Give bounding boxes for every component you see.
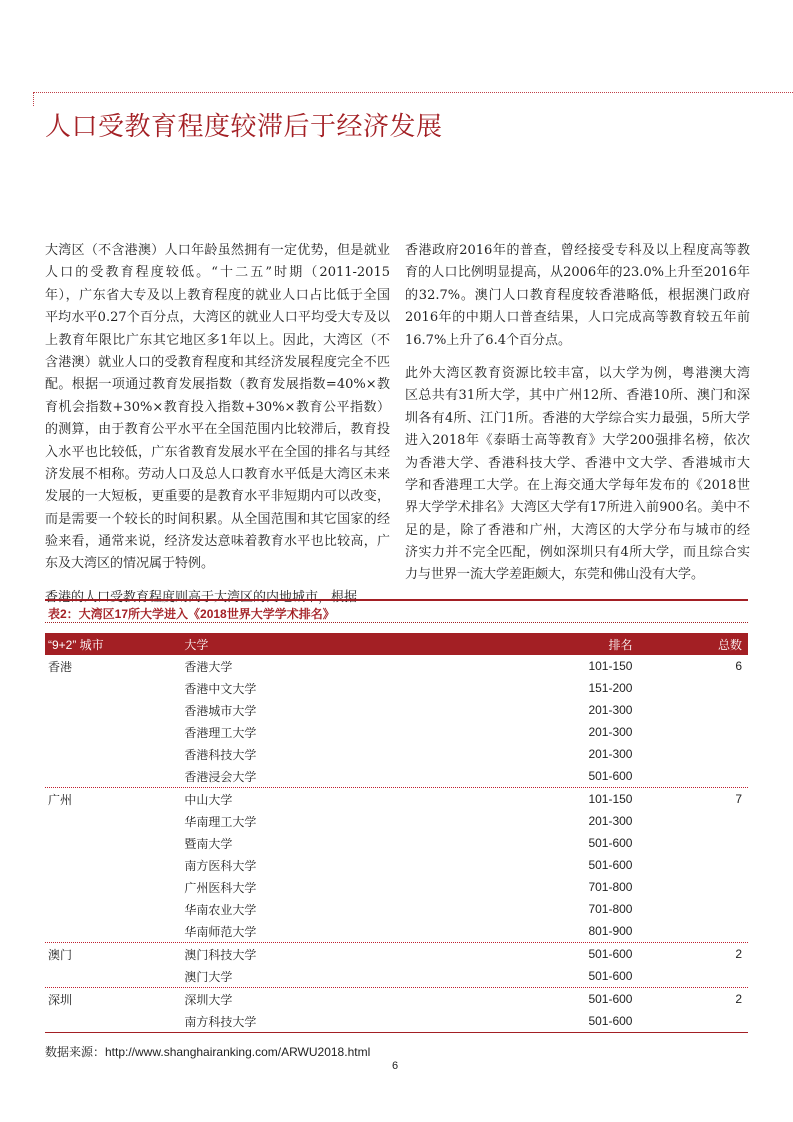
university-cell: 南方科技大学 (184, 1014, 257, 1029)
text-line: 香港政府2016年的普查，曾经接受专科及以上程度高等教 (405, 243, 750, 258)
city-group (45, 943, 748, 988)
rank-cell: 701-800 (588, 902, 633, 916)
university-cell: 香港理工大学 (184, 725, 257, 740)
text-line: 的测算，由于教育公平水平在全国范围内比较滞后，教育投 (45, 422, 390, 438)
table-row (45, 876, 748, 898)
text-line: 发展的一大短板，更重要的是教育水平非短期内可以改变， (45, 489, 390, 505)
total-cell: 2 (735, 992, 743, 1006)
table-row (45, 810, 748, 832)
rank-cell: 501-600 (588, 769, 633, 783)
university-cell: 华南农业大学 (184, 902, 257, 917)
text-line: 济实力并不完全匹配，例如深圳只有4所大学，而且综合实 (405, 545, 750, 561)
university-cell: 中山大学 (184, 792, 233, 807)
table-body (45, 655, 748, 1033)
section-title: 人口受教育程度较滞后于经济发展 (45, 112, 443, 142)
table-caption: 表2：大湾区17所大学进入《2018世界大学学术排名》 (45, 601, 748, 623)
table-row (45, 677, 748, 699)
text-line: 香港的人口受教育程度则高于大湾区的内地城市，根据 (45, 589, 358, 605)
table-row (45, 1010, 748, 1032)
text-line: 的32.7%。澳门人口教育程度较香港略低，根据澳门政府 (405, 287, 750, 303)
university-cell: 澳门科技大学 (184, 947, 257, 962)
text-line: 入水平也比较低，广东省教育发展水平在全国的排名与其经 (45, 444, 390, 460)
header-university: 大学 (184, 637, 209, 652)
university-cell: 广州医科大学 (184, 880, 257, 895)
text-line: 2016年的中期人口普查结果，人口完成高等教育较五年前 (405, 310, 750, 326)
city-group (45, 655, 748, 788)
table-row (45, 898, 748, 920)
rank-cell: 151-200 (588, 681, 633, 695)
text-line: 16.7%上升了6.4个百分点。 (405, 332, 571, 348)
city-cell: 澳门 (48, 947, 73, 962)
text-line: 育的人口比例明显提高，从2006年的23.0%上升至2016年 (405, 265, 750, 281)
table-row (45, 765, 748, 787)
text-line: 配。根据一项通过教育发展指数（教育发展指数=40%×教 (45, 377, 390, 393)
header-rank: 排名 (608, 637, 633, 652)
text-line: 进入2018年《泰晤士高等教育》大学200强排名榜，依次 (405, 433, 750, 449)
rank-cell: 501-600 (588, 1014, 633, 1028)
page-number: 6 (392, 1060, 399, 1072)
city-group (45, 988, 748, 1033)
text-line: 力与世界一流大学差距颇大，东莞和佛山没有大学。 (405, 567, 705, 583)
rank-cell: 201-300 (588, 703, 633, 717)
rank-cell: 501-600 (588, 969, 633, 983)
table-row (45, 699, 748, 721)
rank-cell: 701-800 (588, 880, 633, 894)
university-cell: 香港大学 (184, 659, 233, 674)
table-row (45, 743, 748, 765)
university-cell: 华南师范大学 (184, 924, 257, 939)
total-cell: 2 (735, 947, 743, 961)
rank-cell: 501-600 (588, 858, 633, 872)
table-row (45, 854, 748, 876)
university-ranking-table (45, 599, 748, 1033)
university-cell: 澳门大学 (184, 969, 233, 984)
text-line: 界大学学术排名》大湾区大学有17所进入前900名。美中不 (405, 500, 750, 516)
rank-cell: 801-900 (588, 924, 633, 938)
table-row (45, 788, 748, 810)
table-row (45, 832, 748, 854)
rank-cell: 501-600 (588, 947, 633, 961)
text-line: 学和香港理工大学。在上海交通大学每年发布的《2018世 (405, 477, 750, 493)
paragraph (45, 240, 390, 576)
text-line: 大湾区（不含港澳）人口年龄虽然拥有一定优势，但是就业 (45, 243, 390, 258)
right-column (405, 240, 750, 598)
text-line: 区总共有31所大学，其中广州12所、香港10所、澳门和深 (405, 388, 750, 404)
total-cell: 7 (735, 792, 743, 806)
text-line: 而是需要一个较长的时间积累。从全国范围和其它国家的经 (45, 511, 390, 527)
table-row (45, 655, 748, 677)
paragraph (405, 240, 750, 352)
university-cell: 香港浸会大学 (184, 769, 257, 784)
university-cell: 香港科技大学 (184, 747, 257, 762)
rank-cell: 101-150 (588, 792, 633, 806)
table-header (45, 633, 748, 655)
table-row (45, 965, 748, 987)
text-line: 含港澳）就业人口的受教育程度和其经济发展程度完全不匹 (45, 354, 390, 370)
text-line: 年），广东省大专及以上教育程度的就业人口占比低于全国 (45, 287, 390, 303)
text-line: 此外大湾区教育资源比较丰富，以大学为例，粤港澳大湾 (405, 365, 750, 381)
rank-cell: 201-300 (588, 814, 633, 828)
city-cell: 深圳 (48, 992, 73, 1007)
total-cell: 6 (735, 659, 743, 673)
university-cell: 香港中文大学 (184, 681, 257, 696)
rank-cell: 201-300 (588, 725, 633, 739)
university-cell: 暨南大学 (184, 836, 233, 851)
paragraph (405, 363, 750, 587)
text-line: 上教育年限比广东其它地区多1年以上。因此，大湾区（不 (45, 332, 390, 348)
text-line: 东及大湾区的情况属于特例。 (45, 556, 215, 572)
table-row (45, 920, 748, 942)
table-row (45, 943, 748, 965)
text-line: 为香港大学、香港科技大学、香港中文大学、香港城市大 (405, 455, 750, 471)
text-line: 育机会指数+30%×教育投入指数+30%×教育公平指数） (45, 399, 390, 415)
text-line: 圳各有4所、江门1所。香港的大学综合实力最强，5所大学 (405, 410, 750, 426)
city-cell: 广州 (48, 792, 73, 807)
rank-cell: 501-600 (588, 836, 633, 850)
city-group (45, 788, 748, 943)
header-city: “9+2” 城市 (48, 637, 104, 652)
text-line: 验来看，通常来说，经济发达意味着教育水平也比较高，广 (45, 534, 390, 550)
rank-cell: 501-600 (588, 992, 633, 1006)
university-cell: 华南理工大学 (184, 814, 257, 829)
table-row (45, 721, 748, 743)
table-row (45, 988, 748, 1010)
text-line: 人口的受教育程度较低。“十二五”时期（2011-2015 (45, 265, 390, 281)
rank-cell: 201-300 (588, 747, 633, 761)
text-line: 平均水平0.27个百分点，大湾区的就业人口平均受大专及以 (45, 310, 390, 326)
left-column (45, 240, 390, 620)
rank-cell: 101-150 (588, 659, 633, 673)
header-total: 总数 (718, 637, 743, 652)
source-note: 数据来源：http://www.shanghairanking.com/ARWU2018.html (45, 1045, 371, 1059)
header-rule-corner (33, 92, 34, 106)
text-line: 足的是，除了香港和广州，大湾区的大学分布与城市的经 (405, 522, 750, 538)
city-cell: 香港 (48, 659, 73, 674)
university-cell: 深圳大学 (184, 992, 233, 1007)
text-line: 济发展不相称。劳动人口及总人口教育水平低是大湾区未来 (45, 466, 390, 482)
university-cell: 香港城市大学 (184, 703, 257, 718)
header-rule (33, 92, 793, 93)
university-cell: 南方医科大学 (184, 858, 257, 873)
